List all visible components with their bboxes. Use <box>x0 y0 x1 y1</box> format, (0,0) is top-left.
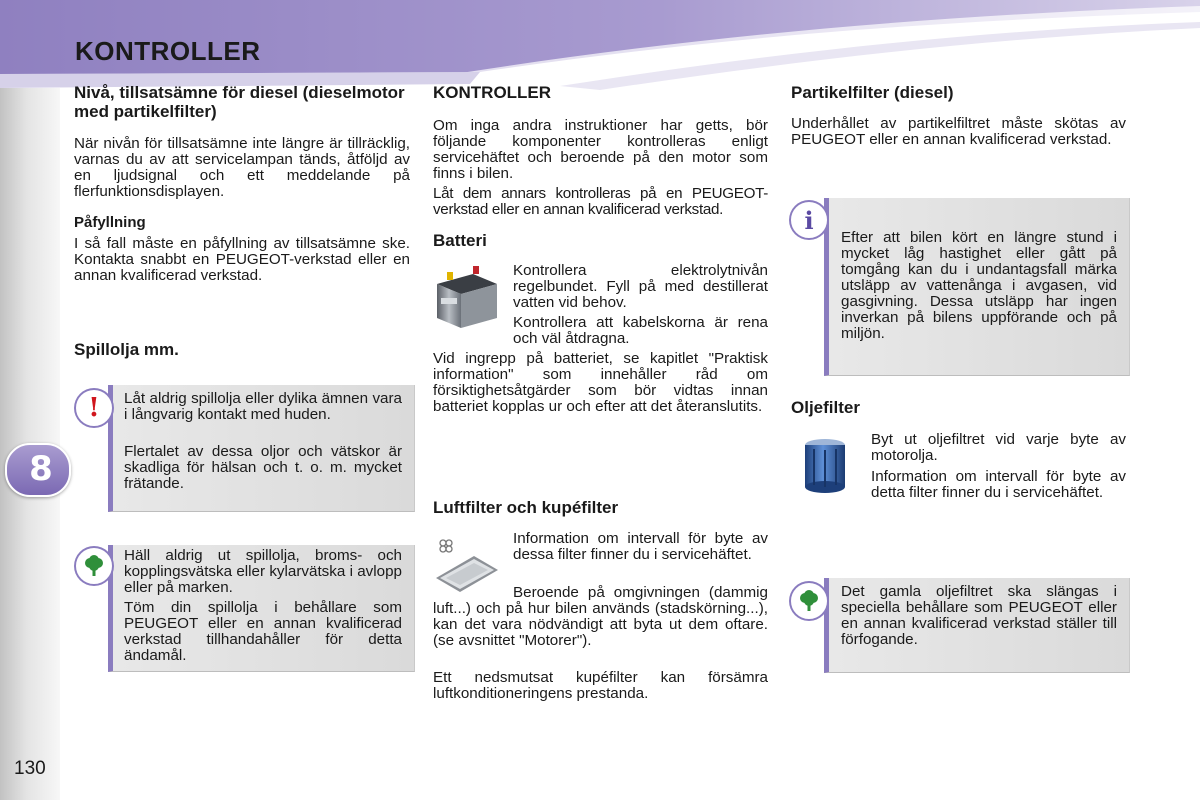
eco-text-1: Häll aldrig ut spillolja, broms- och kopplingsvätska eller kylarvätska i avlopp eller på marken. <box>124 547 402 596</box>
battery-text-3: Vid ingrepp på batteriet, se kapitlet "Praktisk information" som innehåller råd om försiktighetsåtgärder som bör vidtas innan batteriet kopplas ur och efter att det återanslutits. <box>433 350 768 415</box>
page-number: 130 <box>14 758 46 779</box>
tree-icon <box>791 583 827 619</box>
particle-filter-text: Underhållet av partikelfiltret måste skötas av PEUGEOT eller en annan kvalificerad verkstad. <box>791 115 1126 148</box>
warning-note <box>108 385 415 512</box>
oil-filter-icon <box>802 437 848 495</box>
eco-note-right <box>824 578 1130 673</box>
warning-icon: ! <box>76 390 112 426</box>
eco-oil-text: Det gamla oljefiltret ska slängas i speciella behållare som PEUGEOT eller en annan kvalificerad verkstad ställer till förfogande. <box>841 583 1117 648</box>
diesel-additive-heading: Nivå, tillsatsämne för diesel (dieselmotor med partikelfilter) <box>74 83 405 121</box>
warning-text-1: Låt aldrig spillolja eller dylika ämnen vara i långvarig kontakt med huden. <box>124 390 402 423</box>
air-filter-heading: Luftfilter och kupéfilter <box>433 498 619 517</box>
info-text: Efter att bilen kört en längre stund i mycket låg hastighet eller gått på tomgång kan du i undantagsfall märka utsläpp av vattenånga i avgasen, vid gasgivning. Dessa utsläpp har ingen inverkan på bilens uppförande och på miljön. <box>841 229 1117 342</box>
warning-text-2: Flertalet av dessa oljor och vätskor är skadliga för hälsan och t. o. m. mycket frätande. <box>124 443 402 492</box>
checks-heading: KONTROLLER <box>433 83 552 102</box>
info-note <box>824 198 1130 376</box>
oil-filter-heading: Oljefilter <box>791 398 860 417</box>
diesel-additive-text: När nivån för tillsatsämne inte längre är tillräcklig, varnas du av att servicelampan tänds, åtföljd av en ljudsignal och ett meddelande på flerfunktionsdisplayen. <box>74 135 410 200</box>
air-filter-text-1: Information om intervall för byte av dessa filter finner du i servicehäftet. <box>513 530 768 563</box>
air-filter-icon <box>434 538 500 593</box>
chapter-number: 8 <box>29 449 53 489</box>
eco-text-2: Töm din spillolja i behållare som PEUGEOT eller en annan kvalificerad verkstad tillhandahåller för detta ändamål. <box>124 599 402 664</box>
chapter-tab[interactable] <box>5 443 71 497</box>
spill-oil-heading: Spillolja mm. <box>74 340 179 359</box>
air-filter-text-3: Ett nedsmutsat kupéfilter kan försämra luftkonditioneringens prestanda. <box>433 669 768 702</box>
oil-filter-text-1: Byt ut oljefiltret vid varje byte av motorolja. <box>871 431 1126 464</box>
oil-filter-text-2: Information om intervall för byte av detta filter finner du i servicehäftet. <box>871 468 1126 501</box>
tree-icon <box>76 548 112 584</box>
refill-heading: Påfyllning <box>74 214 146 231</box>
air-filter-text-2: Beroende på omgivningen (dammig luft...) och på hur bilen används (stadskörning...), kan det vara nödvändigt att byta ut dem oftare. (se avsnittet "Motorer"). <box>433 584 768 649</box>
battery-icon <box>433 262 501 332</box>
checks-intro-2: Låt dem annars kontrolleras på en PEUGEOT-verkstad eller en annan kvalificerad verkstad. <box>433 185 768 218</box>
battery-heading: Batteri <box>433 231 487 250</box>
page-title: KONTROLLER <box>75 36 261 66</box>
eco-note-left <box>108 545 415 672</box>
info-icon: i <box>791 202 827 238</box>
battery-text-1: Kontrollera elektrolytnivån regelbundet. Fyll på med destillerat vatten vid behov. <box>513 262 768 311</box>
refill-text: I så fall måste en påfyllning av tillsatsämne ske. Kontakta snabbt en PEUGEOT-verkstad eller en annan kvalificerad verkstad. <box>74 235 410 284</box>
checks-intro-1: Om inga andra instruktioner har getts, bör följande komponenter kontrolleras enligt servicehäftet och beroende på den motor som finns i bilen. <box>433 117 768 182</box>
battery-text-2: Kontrollera att kabelskorna är rena och väl åtdragna. <box>513 314 768 347</box>
particle-filter-heading: Partikelfilter (diesel) <box>791 83 954 102</box>
